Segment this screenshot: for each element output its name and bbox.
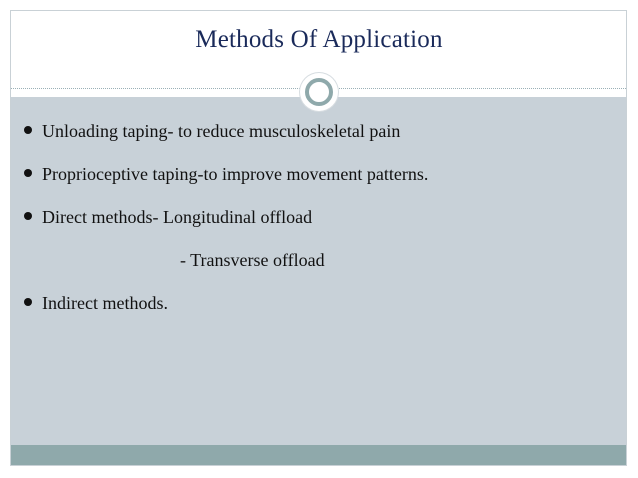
bullet-list [24,121,428,336]
slide-title: Methods Of Application [195,26,443,53]
bullet-text: Unloading taping- to reduce musculoskeletal pain [42,121,401,141]
bullet-item [24,164,428,207]
bullet-text: Indirect methods. [42,293,168,313]
bullet-item [24,207,428,250]
footer-bar [11,445,626,465]
ring-inner [305,78,333,106]
bullet-text: Proprioceptive taping-to improve movement patterns. [42,164,429,184]
bullet-icon [24,169,32,177]
bullet-icon [24,212,32,220]
bullet-text: Direct methods- Longitudinal offload [42,207,313,227]
bullet-icon [24,126,32,134]
ring-ornament-icon [300,73,338,111]
bullet-item [24,293,428,336]
bullet-subitem [24,250,428,293]
bullet-icon [24,298,32,306]
bullet-text: - Transverse offload [180,250,325,270]
bullet-item [24,121,428,164]
